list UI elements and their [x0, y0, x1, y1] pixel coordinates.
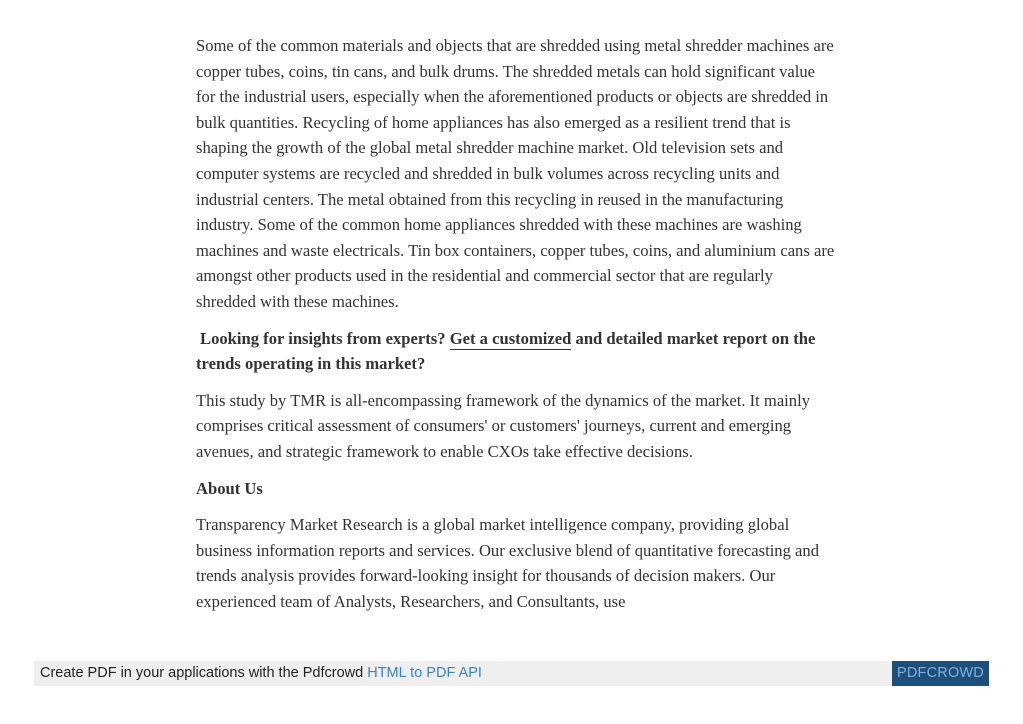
about-us-heading: About Us [196, 478, 263, 498]
cta-prefix: Looking for insights from experts? [200, 328, 446, 348]
paragraph-materials: Some of the common materials and objects that are shredded using metal shredder machines are copper tubes, coins, tin cans, and bulk drums. The shredded metals can hold significant value for the industrial users, especially when the aforementioned products or objects are shredded in bulk quantities. Recycling of home appliances has also emerged as a resilient trend that is shaping the growth of the global metal shredder machine market. Old television sets and computer systems are recycled and shredded in bulk volumes across recycling units and industrial centers. The metal obtained from this recycling in reused in the manufacturing industry. Some of the common home appliances shredded with these machines are washing machines and waste electricals. Tin box containers, copper tubes, coins, and aluminium cans are amongst other products used in the residential and commercial sector that are regularly shredded with these machines. [196, 36, 835, 311]
article-body [196, 33, 836, 614]
customized-report-link[interactable]: Get a customized [449, 328, 572, 348]
cta-suffix: and detailed market report on the trends operating in this market? [196, 328, 816, 374]
footer-text: Create PDF in your applications with the Pdfcrowd [40, 665, 364, 681]
cta-paragraph [196, 326, 836, 377]
paragraph-study: This study by TMR is all-encompassing framework of the dynamics of the market. It mainly comprises critical assessment of consumers' or customers' journeys, current and emerging avenues, and strategic framework to enable CXOs take effective decisions. [196, 390, 811, 461]
paragraph-about: Transparency Market Research is a global market intelligence company, providing global business information reports and services. Our exclusive blend of quantitative forecasting and trends analysis provides forward-looking insight for thousands of decision makers. Our experienced team of Analysts, Researchers, and Consultants, use [196, 515, 820, 611]
footer-text-wrapper [40, 661, 482, 686]
html-to-pdf-api-link[interactable]: HTML to PDF API [367, 665, 482, 681]
pdfcrowd-footer [34, 661, 989, 686]
pdfcrowd-brand-button[interactable]: PDFCROWD [892, 661, 989, 686]
